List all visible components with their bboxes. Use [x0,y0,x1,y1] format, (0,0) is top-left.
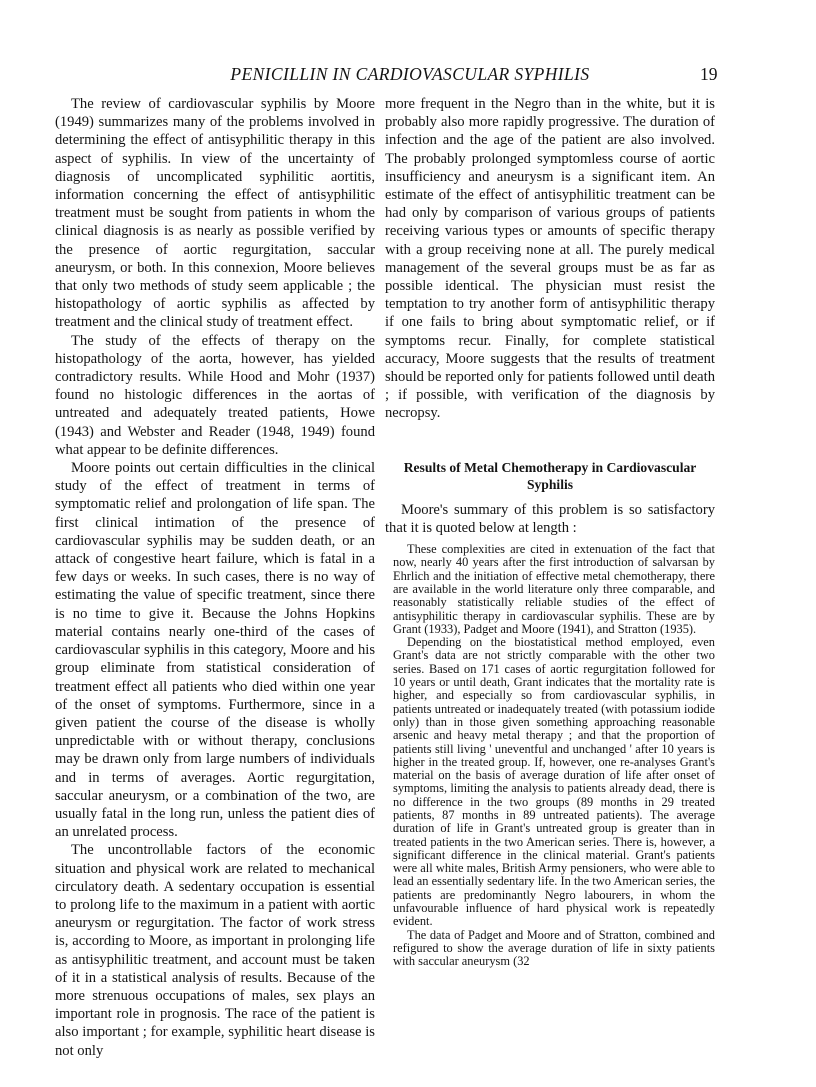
block-quote [393,543,715,969]
right-column [385,95,715,969]
quote-paragraph: These complexities are cited in extenuation of the fact that now, nearly 40 years after the first introduction of salvarsan by Ehrlich and the initiation of effective metal chemotherapy, there are available in the world literature only three comparable, and reasonably statistically reliable studies of the effect of antisyphilitic therapy in cardiovascular syphilis. These are by Grant (1933), Padget and Moore (1941), and Stratton (1935). [393,542,715,636]
body-paragraph: The study of the effects of therapy on the histopathology of the aorta, however, has yielded contradictory results. While Hood and Mohr (1937) found no histologic differences in the aortas of untreated and adequately treated patients, Howe (1943) and Webster and Reader (1948, 1949) found what appear to be definite differences. [55,332,375,458]
body-paragraph: The uncontrollable factors of the economic situation and physical work are related to mechanical circulatory death. A sedentary occupation is essential to prolong life to the maximum in a patient with aortic aneurysm or regurgitation. The factor of work stress is, according to Moore, as important in prolonging life as antisyphilitic treatment, and account must be taken of it in a statistical analysis of results. Because of the more strenuous occupations of males, sex plays an important role in prognosis. The race of the patient is also important ; for example, syphilitic heart disease is not only [55,842,375,1059]
left-column [55,95,375,1060]
quote-paragraph: Depending on the biostatistical method employed, even Grant's data are not strictly comparable with the other two series. Based on 171 cases of aortic regurgitation followed for 10 years or until death, Grant indicates that the mortality rate is higher, and especially so from cardiovascular syphilis, in patients untreated or inadequately treated (with potassium iodide only) than in those given something approaching reasonable arsenic and heavy metal therapy ; and that the proportion of patients still living ' uneventful and unchanged ' after 10 years is higher in the treated group. If, however, one re-analyses Grant's material on the basis of average duration of life after onset of symptoms, limiting the analysis to patients already dead, there is no difference in the two groups (89 months in 29 treated patients, 87 months in 89 untreated patients). The average duration of life in Grant's untreated group is greater than in treated patients in the two American series. There is, however, a significant difference in the clinical material. Grant's patients were all white males, British Army pensioners, who were able to lead an essentially sedentary life. In the two American series, the patients are predominantly Negro labourers, in whom the unfavourable influence of hard physical work is repeatedly evident. [393,635,715,929]
page-number: 19 [700,64,718,84]
body-paragraph: more frequent in the Negro than in the white, but it is probably also more rapidly progressive. The duration of infection and the age of the patient are also involved. The probably prolonged symptomless course of aortic insufficiency and aneurysm is a significant item. An estimate of the effect of antisyphilitic treatment can be had only by comparison of various groups of patients receiving various types or amounts of specific therapy with a group receiving none at all. The purely medical management of the several groups must be as far as possible identical. The physician must resist the temptation to try another form of antisyphilitic therapy if one fails to bring about symptomatic relief, or if symptoms recur. Finally, for complete statistical accuracy, Moore suggests that the results of treatment should be reported only for patients followed until death ; if possible, with verification of the diagnosis by necropsy. [385,96,715,422]
quote-paragraph: The data of Padget and Moore and of Stratton, combined and refigured to show the average duration of life in sixty patients with saccular aneurysm (32 [393,927,715,969]
section-heading: Results of Metal Chemotherapy in Cardiovascular Syphilis [403,459,697,492]
running-head-title: PENICILLIN IN CARDIOVASCULAR SYPHILIS [230,64,590,84]
body-paragraph: Moore points out certain difficulties in the clinical study of the effect of treatment in terms of symptomatic relief and prolongation of life span. The first clinical intimation of the presence of cardiovascular syphilis may be sudden death, or an attack of congestive heart failure, which is fatal in a few days or weeks. In such cases, there is no way of estimating the value of specific treatment, since there is no time to give it. Because the Johns Hopkins material contains nearly one-third of the cases of cardiovascular syphilis in this category, Moore and his group eliminate from statistical consideration of treatment effect all patients who died within one year of the onset of symptoms. Furthermore, since in a given patient the course of the disease is wholly unpredictable with or without therapy, conclusions may be drawn only from large numbers of individuals and in terms of averages. Aortic regurgitation, saccular aneurysm, or a combination of the two, are usually fatal in the long run, unless the patient dies of an unrelated process. [55,460,375,841]
body-paragraph: The review of cardiovascular syphilis by Moore (1949) summarizes many of the problems involved in determining the effect of antisyphilitic therapy in this aspect of syphilis. In view of the uncertainty of diagnosis of uncomplicated syphilitic aortitis, information concerning the effect of antisyphilitic treatment must be sought from patients in whom the clinical diagnosis is as nearly as possible verified by the presence of aortic regurgitation, saccular aneurysm, or both. In this connexion, Moore believes that only two methods of study seem applicable ; the histopathology of aortic syphilis as affected by treatment and the clinical study of treatment effect. [55,96,375,331]
quote-intro: Moore's summary of this problem is so satisfactory that it is quoted below at length : [385,501,715,536]
